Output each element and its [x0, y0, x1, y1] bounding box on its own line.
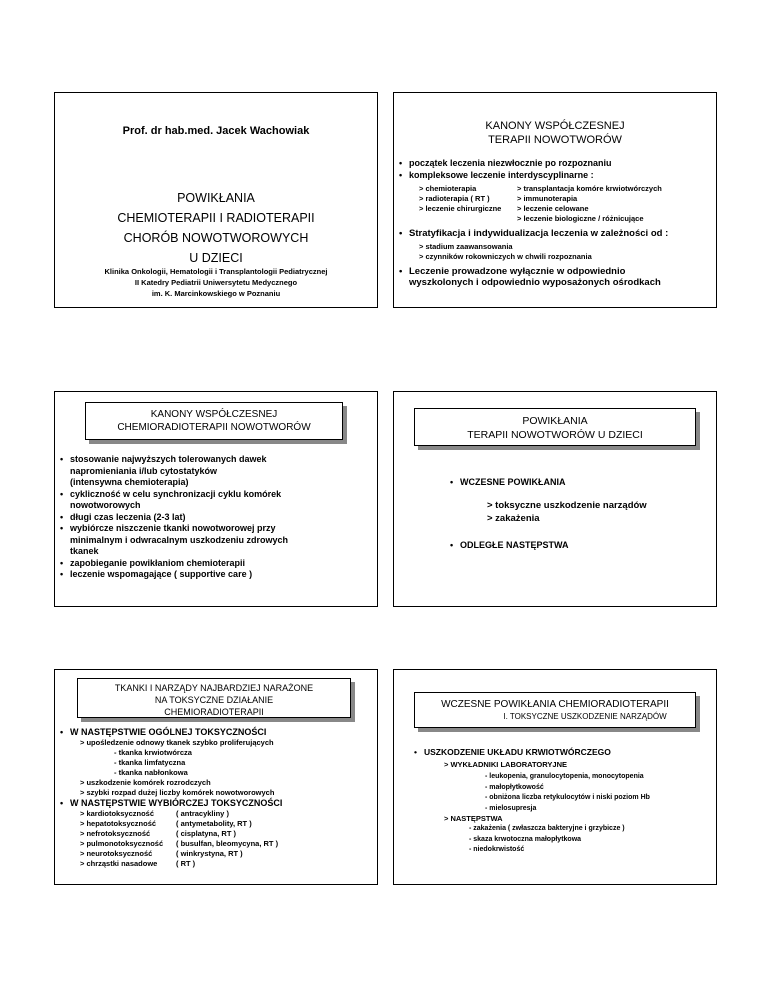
sub-item: - tkanka krwiotwórcza [114, 748, 192, 757]
title-line: TERAPII NOWOTWORÓW U DZIECI [467, 429, 643, 441]
grid-cell: > immunoterapia [517, 194, 578, 203]
bullet-line: • długi czas leczenia (2-3 lat) [70, 511, 186, 522]
slide-canons [393, 92, 717, 308]
bullet-line: nowotworowych [70, 500, 141, 510]
grid-cell: > transplantacja komóre krwiotwórczych [517, 184, 662, 193]
bullet: • USZKODZENIE UKŁADU KRWIOTWÓRCZEGO [414, 747, 714, 758]
sub-item: > upośledzenie odnowy tkanek szybko proliferujących [80, 738, 274, 747]
bullet: • WCZESNE POWIKŁANIA [450, 476, 710, 488]
author: Prof. dr hab.med. Jacek Wachowiak [122, 125, 310, 137]
agent: ( winkrystyna, RT ) [176, 849, 243, 858]
content [60, 454, 372, 581]
bullet [60, 569, 372, 581]
title-line: CHEMIOTERAPII I RADIOTERAPII [117, 211, 315, 225]
sub-item: > stadium zaawansowania [419, 242, 513, 251]
slide-chemoradio-canons [54, 391, 378, 607]
bullet-line: • wybiórcze niszczenie tkanki nowotworowej przy [70, 523, 276, 533]
list-item: - małopłytkowość [485, 783, 544, 791]
bullet: • kompleksowe leczenie interdyscyplinarne : [399, 169, 714, 181]
grid-cell: > chemioterapia [419, 184, 477, 193]
consequences-list [414, 824, 714, 856]
list-item: - mielosupresja [485, 804, 537, 812]
title-line: POWIKŁANIA [177, 191, 255, 205]
institution-line: im. K. Marcinkowskiego w Poznaniu [151, 289, 281, 298]
title-line: CHORÓB NOWOTWOROWYCH [123, 231, 309, 245]
organ: > hepatotoksyczność [80, 819, 157, 828]
list-item: - zakażenia ( zwłaszcza bakteryjne i grzybicze ) [469, 825, 625, 832]
early-subs [450, 499, 710, 525]
lab-list [414, 772, 714, 814]
agent: ( antymetabolity, RT ) [176, 819, 252, 828]
title-line: CHEMIORADIOTERAPII [164, 707, 264, 717]
slide-tissues [54, 669, 378, 885]
lab-header: > WYKŁADNIKI LABORATORYJNE [444, 760, 567, 769]
grid-cell: > radioterapia ( RT ) [419, 194, 490, 203]
modality-grid [399, 184, 714, 224]
slide-title-box [414, 692, 696, 728]
bullet [60, 454, 372, 489]
title-line: KANONY WSPÓŁCZESNEJ [485, 120, 625, 132]
bullet: • początek leczenia niezwłocznie po rozpoznaniu [399, 157, 714, 169]
sub-item: > szybki rozpad dużej liczby komórek nowotworowych [80, 788, 275, 797]
title-line: TERAPII NOWOTWORÓW [488, 134, 622, 146]
bullet [60, 512, 372, 524]
title-line: POWIKŁANIA [522, 415, 588, 427]
agent: ( busulfan, bleomycyna, RT ) [176, 839, 279, 848]
bullet-line: • cykliczność w celu synchronizacji cyklu komórek [70, 488, 282, 499]
bullet [60, 558, 372, 570]
stratification-subs [399, 242, 714, 262]
grid-cell [419, 214, 517, 224]
bullet-line: • stosowanie najwyższych tolerowanych dawek [70, 454, 267, 464]
agent: ( antracykliny ) [176, 809, 229, 818]
bullet: • W NASTĘPSTWIE WYBIÓRCZEJ TOKSYCZNOŚCI [60, 798, 375, 809]
bullet-line: wyszkolonych i odpowiednio wyposażonych ośrodkach [409, 277, 661, 288]
title-line: NA TOKSYCZNE DZIAŁANIE [154, 695, 274, 705]
bullet-line: minimalnym i odwracalnym uszkodzeniu zdrowych [70, 534, 289, 545]
grid-cell: > leczenie biologiczne / różnicujące [517, 214, 644, 223]
title-line: TKANKI I NARZĄDY NAJBARDZIEJ NARAŻONE [114, 683, 314, 693]
title-line: WCZESNE POWIKŁANIA CHEMIORADIOTERAPII [441, 699, 669, 710]
slide-title-box [85, 402, 343, 440]
organ: > nefrotoksyczność [80, 829, 151, 838]
content [399, 157, 714, 288]
organ: > kardiotoksyczność [80, 809, 154, 818]
slide-title [394, 119, 716, 147]
sub-item: - tkanka limfatyczna [114, 758, 186, 767]
bullet-line: (intensywna chemioterapia) [70, 477, 189, 487]
organ: > chrząstki nasadowe [80, 859, 158, 868]
institution-line: Klinika Onkologii, Hematologii i Transplantologii Pediatrycznej [104, 267, 328, 276]
grid-cell: > leczenie celowane [517, 204, 589, 213]
bullet-line: • Leczenie prowadzone wyłącznie w odpowiednio [409, 266, 626, 277]
list-item: - skaza krwotoczna małopłytkowa [469, 835, 582, 843]
list-item: - obniżona liczba retykulocytów i niski poziom Hb [485, 794, 650, 801]
content [414, 747, 714, 856]
bullet-line: • leczenie wspomagające ( supportive care ) [70, 569, 253, 579]
bullet-line: tkanek [70, 546, 99, 556]
bullet [60, 523, 372, 558]
slide-title [54, 92, 378, 308]
sub-item: > czynników rokowniczych w chwili rozpoznania [419, 252, 592, 261]
content [450, 476, 710, 551]
toxicity-table [60, 809, 375, 869]
agent: ( cisplatyna, RT ) [176, 829, 237, 838]
title-line: U DZIECI [189, 251, 243, 265]
grid-cell: > leczenie chirurgiczne [419, 204, 502, 213]
subtitle-line: I. TOKSYCZNE USZKODZENIE NARZĄDÓW [503, 712, 667, 721]
institution [55, 266, 377, 299]
agent: ( RT ) [176, 859, 196, 868]
general-subs [60, 738, 375, 798]
slide-title-box [77, 678, 351, 718]
bullet [60, 489, 372, 512]
content [60, 727, 375, 869]
organ: > neurotoksyczność [80, 849, 153, 858]
bullet-line: • zapobieganie powikłaniom chemioterapii [70, 557, 246, 568]
organ: > pulmonotoksyczność [80, 839, 164, 848]
institution-line: II Katedry Pediatrii Uniwersytetu Medycznego [134, 278, 298, 287]
sub-item: > toksyczne uszkodzenie narządów [487, 500, 647, 511]
bullet: • ODLEGŁE NASTĘPSTWA [450, 539, 710, 551]
list-item: - leukopenia, granulocytopenia, monocytopenia [485, 773, 644, 780]
bullet [399, 266, 714, 288]
consequences-header: > NASTĘPSTWA [444, 814, 503, 823]
sub-item: > uszkodzenie komórek rozrodczych [80, 778, 211, 787]
title-line: CHEMIORADIOTERAPII NOWOTWORÓW [117, 422, 311, 433]
bullet-line: napromieniania i/lub cytostatyków [70, 465, 218, 476]
bullet: • W NASTĘPSTWIE OGÓLNEJ TOKSYCZNOŚCI [60, 727, 375, 738]
list-item: - niedokrwistość [469, 846, 525, 853]
bullet: • Stratyfikacja i indywidualizacja leczenia w zależności od : [399, 228, 714, 240]
sub-item: - tkanka nabłonkowa [114, 768, 188, 777]
sub-item: > zakażenia [487, 513, 540, 524]
slide-complications [393, 391, 717, 607]
slide-early-complications [393, 669, 717, 885]
title-line: KANONY WSPÓŁCZESNEJ [150, 409, 278, 420]
presentation-title [55, 188, 377, 268]
slide-title-box [414, 408, 696, 446]
